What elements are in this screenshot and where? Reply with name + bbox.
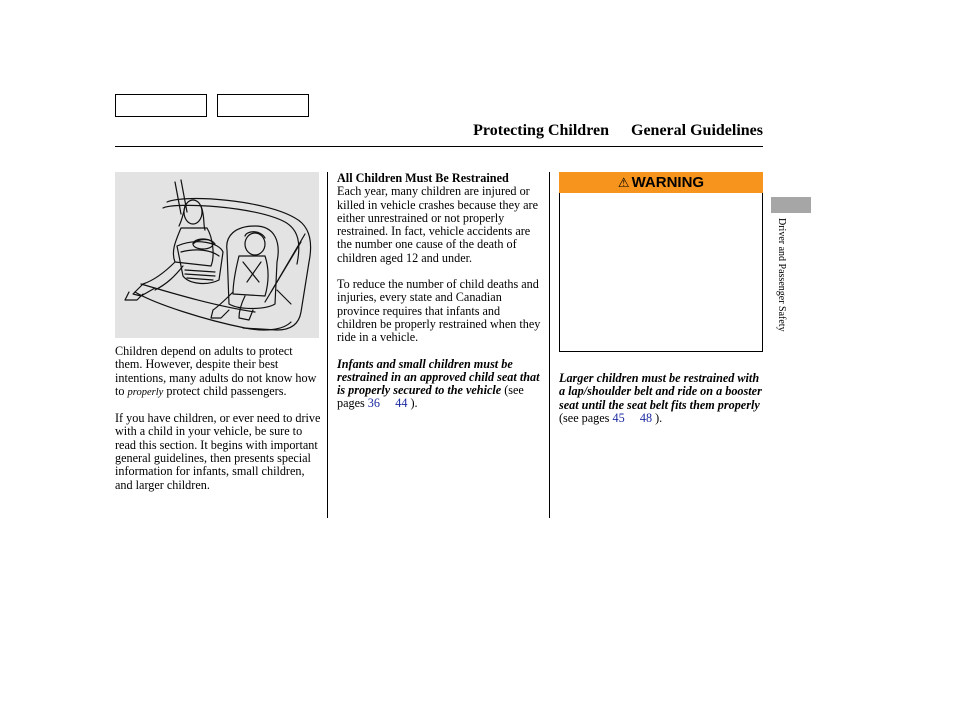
nav-button-next[interactable] bbox=[217, 94, 309, 117]
intro-text-b: protect child passengers. bbox=[163, 383, 287, 398]
section-tab[interactable] bbox=[771, 197, 811, 213]
section-side-label bbox=[775, 218, 789, 358]
intro-paragraph bbox=[115, 345, 321, 399]
larger-children-emphasis: Larger children must be restrained with a lap/shoulder belt and ride on a booster seat until the seat belt fits them properly bbox=[559, 371, 762, 412]
warning-label: WARNING bbox=[631, 174, 705, 191]
intro-text-a: Children depend on adults to protect them. However, despite their best intentions, many adults do not know how to bbox=[115, 344, 317, 398]
infants-emphasis: Infants and small children must be restrained in an approved child seat that is properly secured to the vehicle bbox=[337, 356, 540, 398]
section-intro-paragraph: If you have children, or ever need to drive with a child in your vehicle, be sure to read this section. It begins with important general guidelines, then presents special information for infants, small children, and larger children. bbox=[115, 411, 321, 492]
larger-close: ). bbox=[652, 410, 663, 425]
larger-see-pages: (see pages bbox=[559, 410, 613, 425]
nav-button-previous[interactable] bbox=[115, 94, 207, 117]
child-seat-illustration bbox=[115, 172, 319, 338]
column3-text bbox=[559, 372, 765, 425]
title-general-guidelines: General Guidelines bbox=[631, 122, 763, 139]
page-header bbox=[115, 120, 763, 146]
infants-paragraph bbox=[337, 358, 543, 411]
page-link-48[interactable]: 48 bbox=[639, 410, 653, 425]
infants-see-pages: (see pages bbox=[337, 383, 524, 411]
column1-text bbox=[115, 345, 321, 505]
law-paragraph: To reduce the number of child deaths and injuries, every state and Canadian province requires that infants and children be properly restrained when they ride in a vehicle. bbox=[337, 277, 541, 345]
warning-triangle-icon: ⚠ bbox=[617, 175, 630, 190]
restrained-heading: All Children Must Be Restrained bbox=[337, 171, 509, 185]
warning-box bbox=[559, 193, 763, 352]
page-title bbox=[473, 122, 763, 140]
warning-banner bbox=[559, 172, 763, 193]
page-link-44[interactable]: 44 bbox=[395, 396, 408, 411]
infants-close: ). bbox=[407, 396, 418, 411]
intro-emphasis: properly bbox=[127, 386, 164, 398]
column2-text bbox=[337, 172, 543, 424]
title-protecting-children: Protecting Children bbox=[473, 122, 609, 139]
header-rule bbox=[115, 146, 763, 147]
page-link-45[interactable]: 45 bbox=[612, 410, 625, 425]
statistics-paragraph: Each year, many children are injured or killed in vehicle crashes because they are either unrestrained or not properly restrained. In fact, vehicle accidents are the number one cause of the death of children aged 12 and under. bbox=[337, 184, 538, 265]
side-label-text: Driver and Passenger Safety bbox=[776, 218, 787, 332]
page-link-36[interactable]: 36 bbox=[367, 396, 380, 411]
column-divider-2 bbox=[549, 172, 550, 518]
column-divider-1 bbox=[327, 172, 328, 518]
